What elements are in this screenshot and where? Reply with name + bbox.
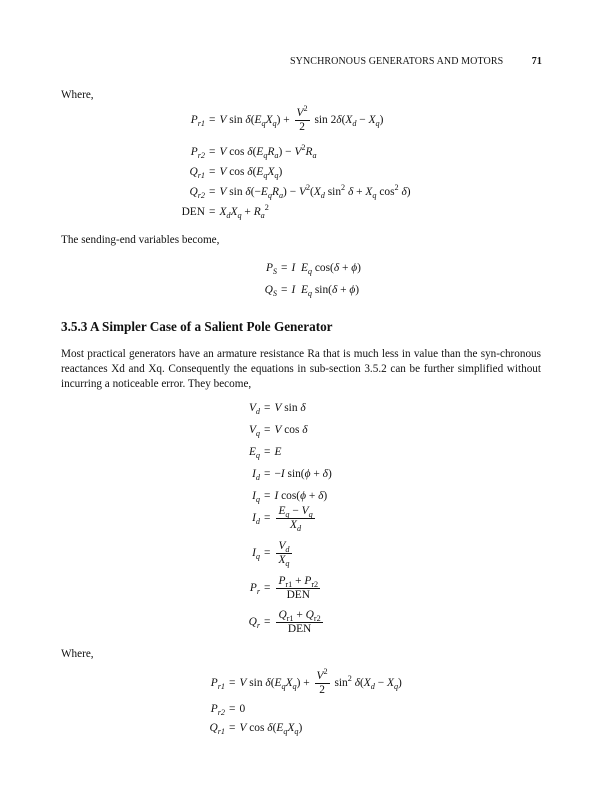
sending-end-text: The sending-end variables become, xyxy=(61,234,220,246)
equation-pr1-simplified: $P_{r1} = V$ $\sin \delta(E_qX_q)$ + $\frac{V^2}{2}$ $\sin^2 \delta(X_d - X_q)$ xyxy=(210,667,402,696)
equation-qr: $Q_r$ = $\frac{Q_{r1} + Q_{r2}}{\text{DEN}}$ xyxy=(248,609,321,635)
equation-qr2: $Q_{r2} = V$ $\sin \delta(-E_qR_a) - V^2(X_d$ $\sin^2 \delta + X_q$ $\cos^2 \delta$) xyxy=(189,183,411,200)
equation-pr2: $P_{r2} = V$ $\cos \delta(E_qR_a) - V^2R_a$ xyxy=(190,143,317,160)
equation-den: DEN = $X_dX_q + R_a^2$ xyxy=(181,203,269,220)
equation-vq: $V_q = V$ cos δ xyxy=(248,424,308,438)
equation-ps: $P_S = I$ $E_q$ cos(δ + ϕ) xyxy=(265,262,361,276)
equation-pr2-simplified: $P_{r2} = 0$ xyxy=(210,703,246,717)
running-title: SYNCHRONOUS GENERATORS AND MOTORS xyxy=(290,56,504,67)
where-label-1: Where, xyxy=(61,89,94,101)
paragraph-1-text: Most practical generators have an armature resistance Ra that is much less in value than the syn-chronous reactances Xd and Xq. Consequently the equations in sub-section 3.5.2 can be further simplified without incurring a noticeable error. They become, xyxy=(61,348,541,390)
equation-vd: $V_d = V$ sin δ xyxy=(248,402,306,416)
paragraph-1 xyxy=(61,347,541,392)
equation-pr: $P_r$ = $\frac{P_{r1} + P_{r2}}{\text{DEN}}$ xyxy=(249,575,319,601)
equation-iq: $I_q = I$ cos(ϕ + δ) xyxy=(252,490,328,504)
page-number: 71 xyxy=(531,56,542,67)
equation-qs: $Q_S = I$ $E_q$ sin(δ + ϕ) xyxy=(264,284,360,298)
equation-eq: $E_q = E$ xyxy=(248,446,282,460)
section-heading: 3.5.3 A Simpler Case of a Salient Pole Generator xyxy=(61,319,333,334)
equation-qr1: $Q_{r1} = V$ $\cos \delta(E_qX_q)$ xyxy=(189,166,283,180)
equation-pr1: $P_{r1} = V$ $\sin \delta(E_qX_q)$ + $\frac{V^2}{2}$ $\sin 2\delta(X_d - X_q)$ xyxy=(190,104,384,133)
where-label-2: Where, xyxy=(61,648,94,660)
equation-id-ratio: $I_d$ = $\frac{E_q - V_q}{X_d}$ xyxy=(252,505,313,533)
equation-qr1-simplified: $Q_{r1} = V$ $\cos \delta(E_qX_q)$ xyxy=(209,722,303,736)
equation-iq-ratio: $I_q$ = $\frac{V_d}{X_q}$ xyxy=(252,540,290,568)
equation-id: $I_d = -I$ sin(ϕ + δ) xyxy=(252,468,332,482)
